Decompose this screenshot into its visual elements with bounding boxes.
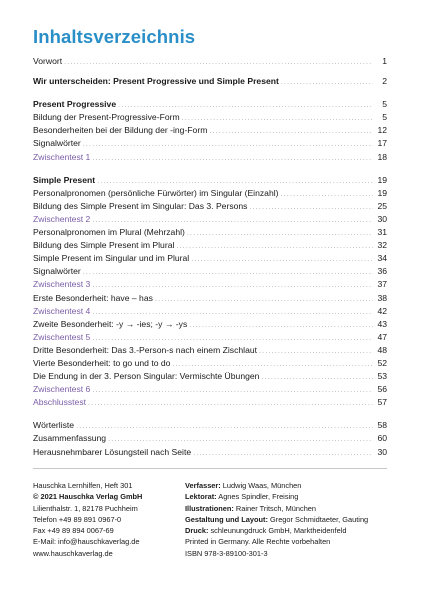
- table-of-contents: [33, 55, 387, 469]
- toc-page-number: 37: [377, 279, 387, 290]
- toc-row: [33, 137, 387, 150]
- toc-label: Zwischentest 3: [33, 279, 91, 290]
- toc-row: [33, 357, 387, 370]
- toc-label: Zwischentest 4: [33, 305, 91, 316]
- toc-page-number: 5: [382, 112, 387, 123]
- toc-row: [33, 432, 387, 445]
- toc-label: Bildung des Simple Present im Singular: Das 3. Persons: [33, 200, 248, 211]
- toc-row-test: [33, 383, 387, 396]
- toc-page-number: 52: [377, 357, 387, 368]
- toc-label: Wir unterscheiden: Present Progressive und Simple Present: [33, 76, 279, 87]
- toc-page-number: 1: [382, 56, 387, 66]
- toc-dot-leader: [261, 371, 373, 384]
- imprint-credit-value: schleunungdruck GmbH, Marktheidenfeld: [208, 526, 347, 536]
- imprint-credit-value: Printed in Germany. Alle Rechte vorbehalten: [185, 537, 331, 547]
- toc-row-vorwort: [33, 55, 387, 68]
- toc-row: [33, 292, 387, 305]
- toc-page-number: 32: [377, 240, 387, 251]
- toc-label: Vorwort: [33, 56, 63, 66]
- imprint-credit-role: Verfasser:: [185, 481, 221, 490]
- toc-dot-leader: [259, 345, 373, 358]
- toc-section-present-progressive: [33, 98, 387, 163]
- toc-label: Besonderheiten bei der Bildung der -ing-Form: [33, 125, 208, 136]
- toc-page-number: 17: [377, 138, 387, 149]
- toc-page-number: 5: [382, 99, 387, 110]
- toc-row-wir-unterscheiden: [33, 75, 387, 88]
- toc-label: Zwischentest 6: [33, 384, 91, 395]
- toc-row: [33, 187, 387, 200]
- toc-label: Zweite Besonderheit: -y → -ies; -y → -ys: [33, 318, 188, 329]
- toc-row: [33, 200, 387, 213]
- toc-dot-leader: [281, 188, 373, 201]
- imprint-credit-line: [185, 548, 387, 559]
- toc-page-number: 12: [377, 125, 387, 136]
- toc-label: Present Progressive: [33, 99, 117, 110]
- toc-dot-leader: [88, 397, 373, 410]
- toc-dot-leader: [76, 420, 373, 433]
- imprint-line: Telefon +49 89 891 0967-0: [33, 514, 122, 524]
- toc-page-number: 19: [377, 187, 387, 198]
- toc-page-number: 47: [377, 331, 387, 342]
- toc-row: [33, 318, 387, 331]
- toc-page-number: 57: [377, 397, 387, 408]
- imprint-credit-value: Ludwig Waas, München: [220, 481, 302, 490]
- toc-label: Erste Besonderheit: have – has: [33, 292, 153, 303]
- toc-row: [33, 344, 387, 357]
- imprint-credit-role: Gestaltung und Layout:: [185, 514, 268, 524]
- toc-row: [33, 111, 387, 124]
- imprint-publisher-column: [33, 480, 185, 559]
- toc-dot-leader: [249, 201, 373, 214]
- toc-label: Signalwörter: [33, 266, 81, 277]
- imprint-credit-line: [185, 491, 387, 502]
- toc-label: Zwischentest 1: [33, 151, 91, 162]
- toc-dot-leader: [92, 152, 373, 165]
- toc-row: [33, 252, 387, 265]
- toc-dot-leader: [193, 447, 373, 460]
- toc-row: [33, 226, 387, 239]
- toc-dot-leader: [176, 240, 373, 253]
- imprint-line: Fax +49 89 894 0067-69: [33, 526, 114, 536]
- imprint-credit-role: Illustrationen:: [185, 503, 234, 513]
- toc-label: Zwischentest 2: [33, 213, 91, 224]
- toc-page-number: 56: [377, 384, 387, 395]
- toc-page-number: 53: [377, 371, 387, 382]
- toc-row: [33, 370, 387, 383]
- toc-label: Zwischentest 5: [33, 331, 91, 342]
- toc-page-number: 38: [377, 292, 387, 303]
- toc-row: [33, 265, 387, 278]
- toc-row: [33, 124, 387, 137]
- imprint-credit-line: [185, 503, 387, 514]
- imprint-credit-line: [185, 525, 387, 536]
- toc-label: Abschlusstest: [33, 397, 87, 408]
- toc-dot-leader: [83, 266, 373, 279]
- toc-page-number: 43: [377, 318, 387, 329]
- toc-page-number: 30: [377, 446, 387, 457]
- toc-label: Personalpronomen im Plural (Mehrzahl): [33, 227, 185, 238]
- imprint-credit-line: [185, 480, 387, 491]
- toc-row: [33, 446, 387, 459]
- toc-label: Simple Present: [33, 174, 96, 185]
- toc-label: Bildung der Present-Progressive-Form: [33, 112, 180, 123]
- toc-row-test: [33, 305, 387, 318]
- toc-page-number: 30: [377, 213, 387, 224]
- toc-dot-leader: [155, 293, 373, 306]
- toc-dot-leader: [64, 56, 373, 69]
- page-title: Inhaltsverzeichnis: [33, 26, 196, 47]
- toc-page-number: 36: [377, 266, 387, 277]
- imprint-credit-value: Rainer Tritsch, München: [233, 503, 317, 513]
- imprint-credit-value: ISBN 978-3-89100-301-3: [185, 548, 268, 558]
- toc-dot-leader: [187, 227, 373, 240]
- toc-page-number: 18: [377, 151, 387, 162]
- imprint-line: www.hauschkaverlag.de: [33, 548, 113, 558]
- toc-label: Simple Present im Singular und im Plural: [33, 253, 190, 264]
- toc-dot-leader: [191, 253, 373, 266]
- toc-page-number: 31: [377, 227, 387, 238]
- toc-page-number: 2: [382, 76, 387, 87]
- imprint-line: E-Mail: info@hauschkaverlag.de: [33, 537, 140, 547]
- toc-row-test: [33, 151, 387, 164]
- toc-page-number: 60: [377, 433, 387, 444]
- toc-row: [33, 174, 387, 187]
- toc-section-appendix: [33, 419, 387, 458]
- toc-row: [33, 239, 387, 252]
- toc-row: [33, 419, 387, 432]
- toc-label: Zusammenfassung: [33, 433, 107, 444]
- imprint-credit-role: Druck:: [185, 526, 209, 536]
- toc-label: Dritte Besonderheit: Das 3.-Person-s nach einem Zischlaut: [33, 344, 258, 355]
- toc-dot-leader: [83, 138, 373, 151]
- toc-label: Die Endung in der 3. Person Singular: Vermischte Übungen: [33, 371, 260, 382]
- imprint-line: Lilienthalstr. 1, 82178 Puchheim: [33, 503, 138, 513]
- toc-page-number: 34: [377, 253, 387, 264]
- toc-row-test: [33, 331, 387, 344]
- toc-page-number: 58: [377, 420, 387, 431]
- imprint-credit-value: Gregor Schmidtaeter, Gauting: [267, 514, 369, 524]
- toc-page-number: 19: [377, 174, 387, 185]
- toc-dot-leader: [209, 125, 373, 138]
- imprint: [33, 480, 387, 559]
- toc-dot-leader: [189, 319, 373, 332]
- imprint-line: © 2021 Hauschka Verlag GmbH: [33, 492, 143, 502]
- toc-page-number: 25: [377, 200, 387, 211]
- toc-row-test: [33, 213, 387, 226]
- toc-label: Wörterliste: [33, 420, 75, 431]
- toc-dot-leader: [281, 76, 373, 89]
- toc-label: Signalwörter: [33, 138, 81, 149]
- toc-row-test: [33, 396, 387, 409]
- imprint-credit-value: Agnes Spindler, Freising: [216, 492, 299, 502]
- imprint-line: Hauschka Lernhilfen, Heft 301: [33, 481, 133, 490]
- toc-label: Herausnehmbarer Lösungsteil nach Seite: [33, 446, 192, 457]
- toc-page-number: 42: [377, 305, 387, 316]
- toc-row-test: [33, 278, 387, 291]
- toc-label: Vierte Besonderheit: to go und to do: [33, 357, 171, 368]
- toc-section-simple-present: [33, 174, 387, 410]
- toc-row: [33, 98, 387, 111]
- divider: [33, 468, 387, 469]
- toc-dot-leader: [182, 112, 373, 125]
- toc-label: Bildung des Simple Present im Plural: [33, 240, 175, 251]
- imprint-credit-line: [185, 536, 387, 547]
- imprint-credit-role: Lektorat:: [185, 492, 217, 502]
- imprint-credits-column: [185, 480, 387, 559]
- toc-label: Personalpronomen (persönliche Fürwörter) im Singular (Einzahl): [33, 187, 279, 198]
- imprint-credit-line: [185, 514, 387, 525]
- toc-page-number: 48: [377, 344, 387, 355]
- toc-dot-leader: [92, 384, 373, 397]
